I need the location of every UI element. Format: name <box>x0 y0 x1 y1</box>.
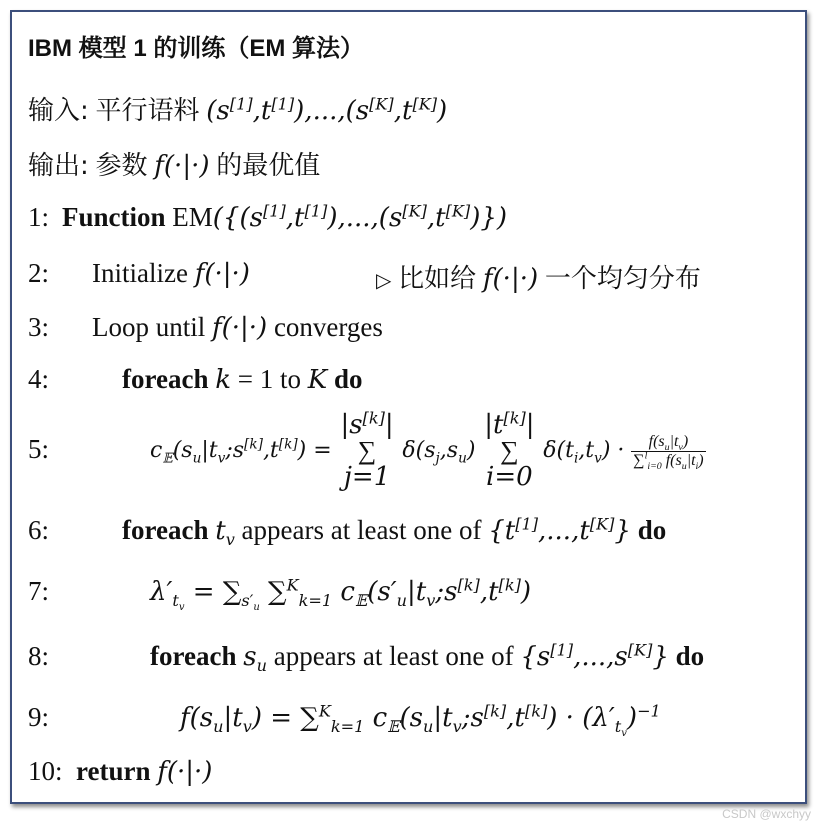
line-6: foreach $t_v$ appears at least one of {t[1],...,t[K]} do <box>122 514 667 550</box>
line-1: Function EM({(s[1],t[1]),...,(s[K],t[K])}) <box>62 201 508 233</box>
line-number-6: 6: <box>28 515 50 545</box>
line-10: return f(·|·) <box>76 756 213 787</box>
line-8: foreach $s_u$ appears at least one of {s[1],...,s[K]} do <box>150 640 705 676</box>
line-number-9: 9: <box>28 702 50 732</box>
input-line: 输入: 平行语料 (s[1],t[1]),...,(s[K],t[K]) <box>28 94 448 126</box>
line-5-formula: $c_𝔼(s_u|t_v;s[k],t[k]) = |s[k]|$ ∑ j=1 $\delta(s_j,s_u)$ |t[k]| ∑ i=0 $\delta(t_i,t_v)$ · $\frac{f(s_u|t_v)}{\sum^l_{i=0} f(s_u|t_i)}$ <box>150 408 704 492</box>
line-number-1: 1: <box>28 202 50 232</box>
output-line: 输出: 参数 f(·|·) 的最优值 <box>28 151 321 181</box>
line-number-10: 10: <box>28 756 63 786</box>
line-7-formula: $\lambda'_{t_v} = \sum_{s'_u}$ ∑$^K_{k=1}$ $c_𝔼(s'_u|t_v;s[k],t[k])$ <box>150 575 532 614</box>
line-2: Initialize f(·|·) <box>92 258 250 289</box>
line-3: Loop until f(·|·) converges <box>92 312 383 343</box>
line-2-comment: ▷ 比如给 f(·|·) 一个均匀分布 <box>376 264 701 294</box>
line-number-8: 8: <box>28 641 50 671</box>
algorithm-title: IBM 模型 1 的训练（EM 算法） <box>28 35 365 62</box>
line-number-5: 5: <box>28 434 50 464</box>
line-number-2: 2: <box>28 258 50 288</box>
watermark: CSDN @wxchyy <box>722 807 811 821</box>
line-4: foreach k = 1 to K do <box>122 364 363 395</box>
algorithm-box <box>10 10 807 804</box>
line-number-7: 7: <box>28 576 50 606</box>
line-9-formula: $f(s_u|t_v) = \sum^K_{k=1}$ $c_𝔼(s_u|t_v;s[k],t[k]) \cdot (\lambda'_{t_v})^{-1}$ <box>180 701 661 740</box>
line-number-4: 4: <box>28 364 50 394</box>
line-number-3: 3: <box>28 312 50 342</box>
